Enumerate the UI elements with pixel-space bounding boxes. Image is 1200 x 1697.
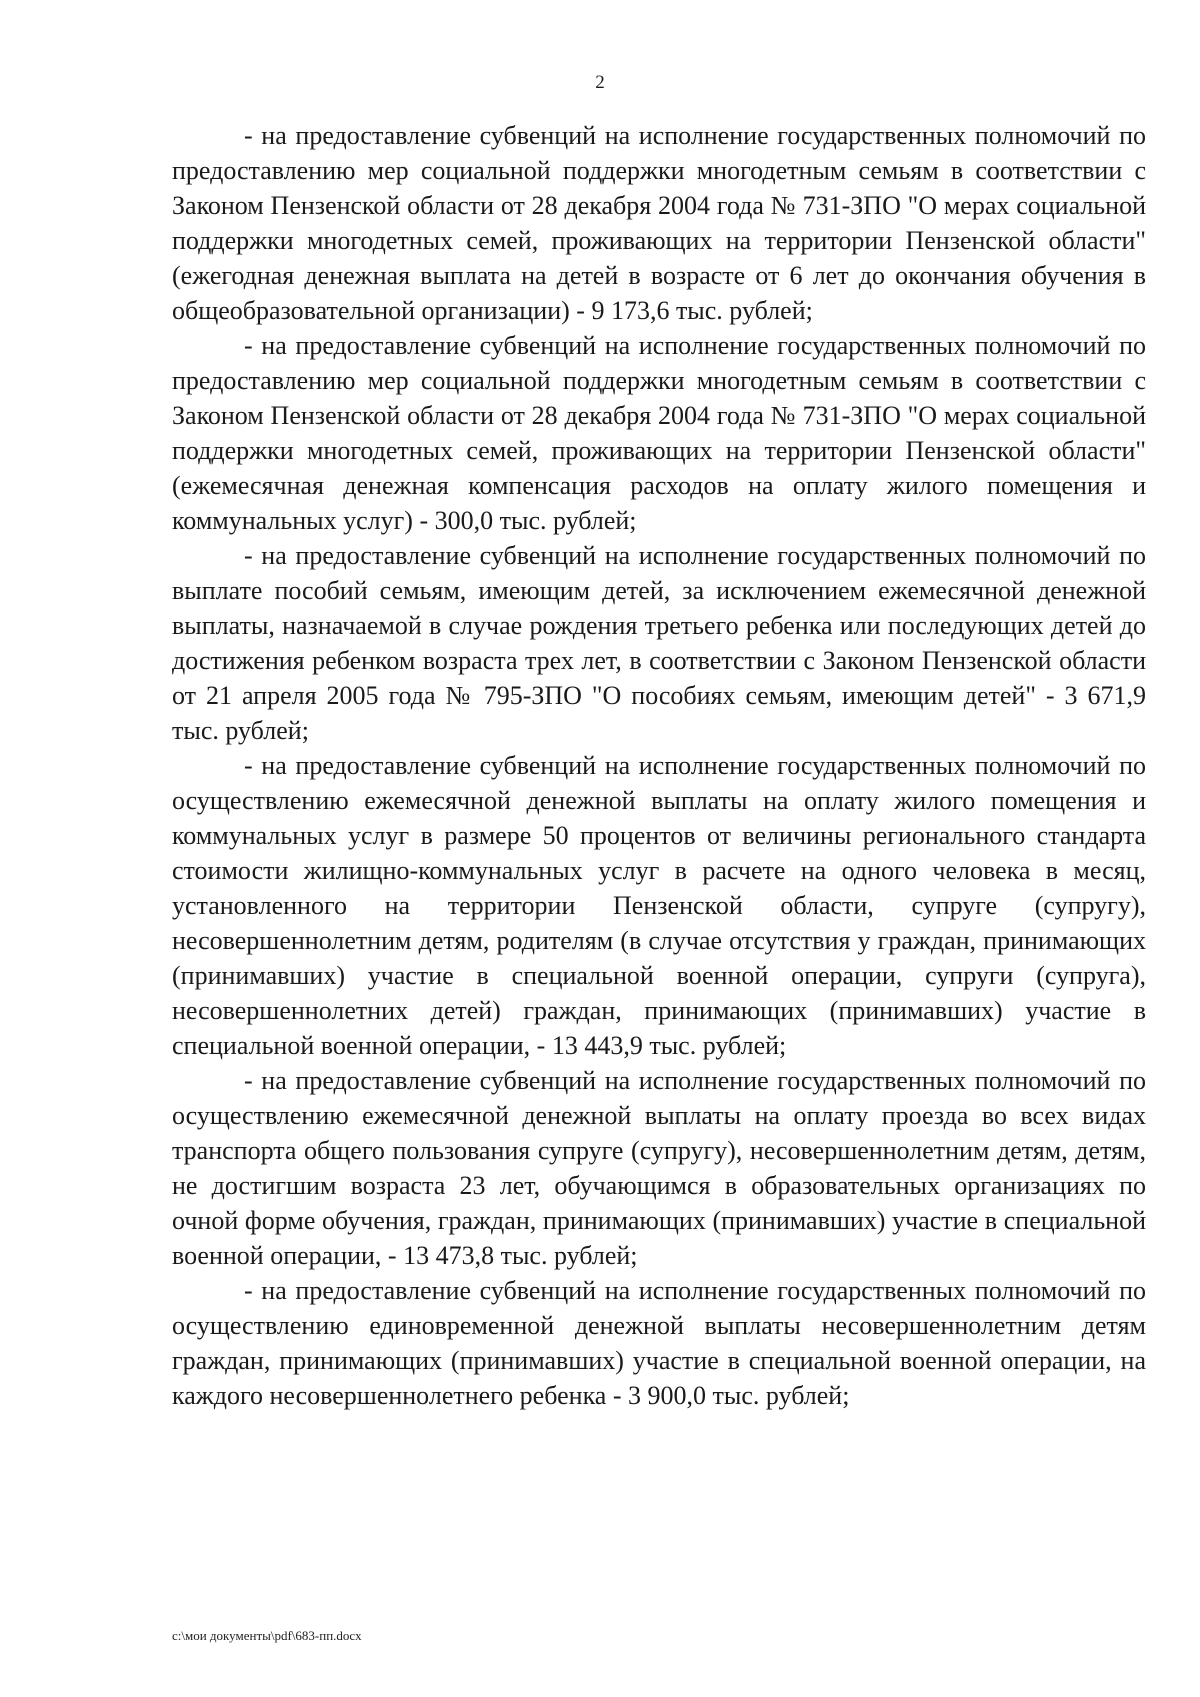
page-number: 2	[595, 72, 605, 93]
document-body	[172, 118, 1146, 1413]
paragraph: - на предоставление субвенций на исполнение государственных полномочий по осуществлению единовременной денежной выплаты несовершеннолетним детям граждан, принимающих (принимавших) участие в специальной военной операции, на каждого несовершеннолетнего ребенка - 3 900,0 тыс. рублей;	[172, 1276, 1146, 1410]
footer-file-path: c:\мои документы\pdf\683-пп.docx	[172, 1628, 362, 1643]
paragraph: - на предоставление субвенций на исполнение государственных полномочий по осуществлению ежемесячной денежной выплаты на оплату проезда во всех видах транспорта общего пользования супруге (супругу), несовершеннолетним детям, детям, не достигшим возраста 23 лет, обучающимся в образовательных организациях по очной форме обучения, граждан, принимающих (принимавших) участие в специальной военной операции, - 13 473,8 тыс. рублей;	[172, 1066, 1146, 1270]
paragraph: - на предоставление субвенций на исполнение государственных полномочий по осуществлению ежемесячной денежной выплаты на оплату жилого помещения и коммунальных услуг в размере 50 процентов от величины регионального стандарта стоимости жилищно-коммунальных услуг в расчете на одного человека в месяц, установленного на территории Пензенской области, супруге (супругу), несовершеннолетним детям, родителям (в случае отсутствия у граждан, принимающих (принимавших) участие в специальной военной операции, супруги (супруга), несовершеннолетних детей) граждан, принимающих (принимавших) участие в специальной военной операции, - 13 443,9 тыс. рублей;	[172, 751, 1146, 1060]
paragraph: - на предоставление субвенций на исполнение государственных полномочий по предоставлению мер социальной поддержки многодетным семьям в соответствии с Законом Пензенской области от 28 декабря 2004 года № 731-ЗПО "О мерах социальной поддержки многодетных семей, проживающих на территории Пензенской области" (ежегодная денежная выплата на детей в возрасте от 6 лет до окончания обучения в общеобразовательной организации) - 9 173,6 тыс. рублей;	[172, 121, 1146, 325]
paragraph: - на предоставление субвенций на исполнение государственных полномочий по предоставлению мер социальной поддержки многодетным семьям в соответствии с Законом Пензенской области от 28 декабря 2004 года № 731-ЗПО "О мерах социальной поддержки многодетных семей, проживающих на территории Пензенской области" (ежемесячная денежная компенсация расходов на оплату жилого помещения и коммунальных услуг) - 300,0 тыс. рублей;	[172, 331, 1146, 535]
paragraph: - на предоставление субвенций на исполнение государственных полномочий по выплате пособий семьям, имеющим детей, за исключением ежемесячной денежной выплаты, назначаемой в случае рождения третьего ребенка или последующих детей до достижения ребенком возраста трех лет, в соответствии с Законом Пензенской области от 21 апреля 2005 года № 795-ЗПО "О пособиях семьям, имеющим детей" - 3 671,9 тыс. рублей;	[172, 541, 1146, 745]
